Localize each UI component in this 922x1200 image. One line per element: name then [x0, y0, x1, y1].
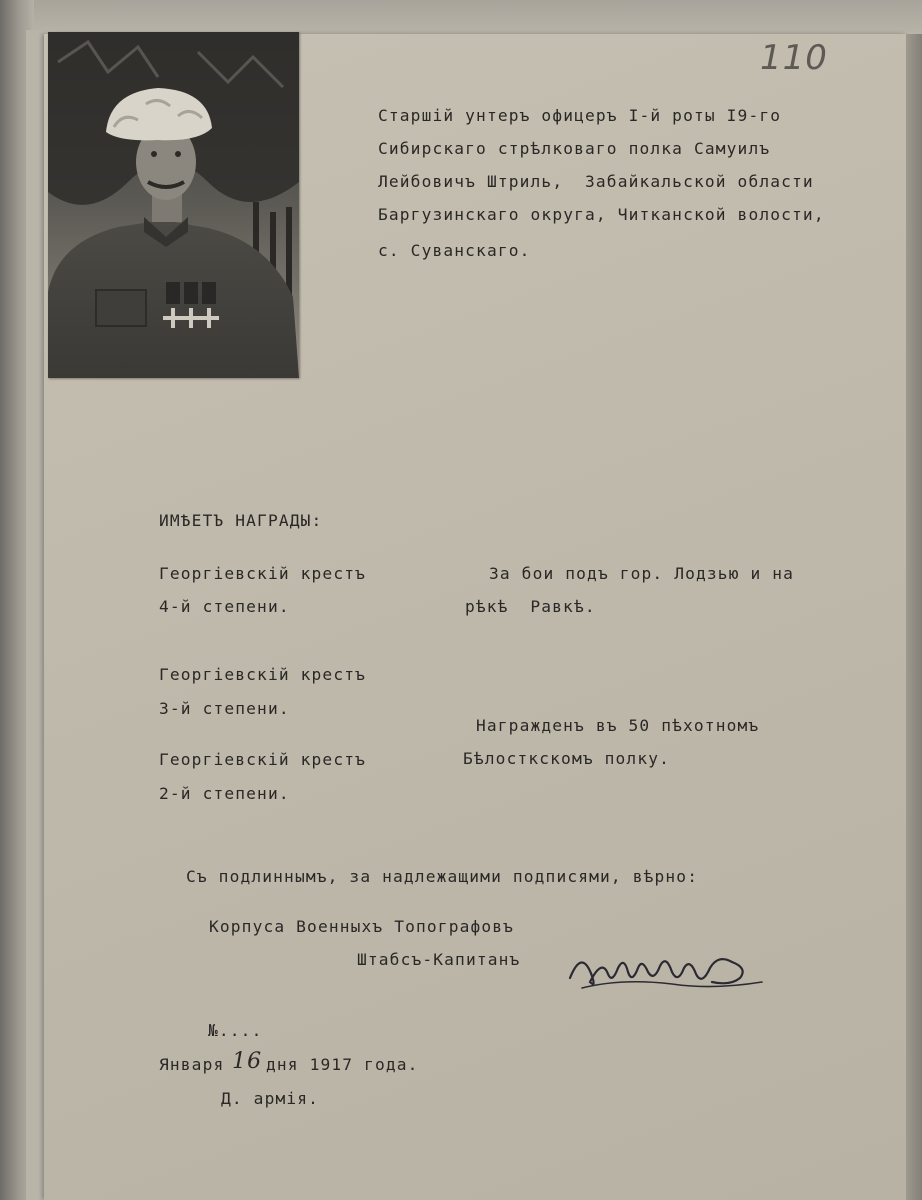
header-line-1: Старшій унтеръ офицеръ I-й роты I9-го	[378, 106, 782, 125]
date-prefix: Января	[159, 1055, 225, 1074]
army-label: Д. армія.	[221, 1089, 320, 1108]
header-line-5: с. Суванскаго.	[378, 241, 531, 260]
certification-rank: Штабсъ-Капитанъ	[357, 950, 521, 969]
certification-corps: Корпуса Военныхъ Топографовъ	[209, 917, 515, 936]
date-suffix: дня 1917 года.	[266, 1055, 419, 1074]
award-1-degree: 4-й степени.	[159, 597, 290, 616]
certification-line: Съ подлиннымъ, за надлежащими подписями, вѣрно:	[186, 867, 699, 886]
award-3-name: Георгіевскій крестъ	[159, 750, 367, 769]
award-3-degree: 2-й степени.	[159, 784, 290, 803]
award-1-name: Георгіевскій крестъ	[159, 564, 367, 583]
header-line-3: Лейбовичъ Штриль, Забайкальской области	[378, 172, 814, 191]
soldier-photo-image	[48, 32, 299, 378]
document-number: №....	[208, 1021, 263, 1040]
award-note-1-line-1: За бои подъ гор. Лодзью и на	[489, 564, 795, 583]
archive-page-number: 110	[760, 38, 828, 78]
soldier-photo	[48, 32, 299, 378]
award-2-name: Георгіевскій крестъ	[159, 665, 367, 684]
awards-heading: ИМѢЕТЪ НАГРАДЫ:	[159, 511, 323, 530]
award-2-degree: 3-й степени.	[159, 699, 290, 718]
award-note-2-line-1: Награжденъ въ 50 пѣхотномъ	[476, 716, 760, 735]
page-right-edge	[906, 34, 922, 1200]
header-line-2: Сибирскаго стрѣлковаго полка Самуилъ	[378, 139, 771, 158]
handwritten-signature	[562, 938, 772, 998]
header-line-4: Баргузинскаго округа, Читканской волости,	[378, 205, 825, 224]
award-note-2-line-2: Бѣлосткскомъ полку.	[463, 749, 671, 768]
date-day: 16	[232, 1049, 263, 1074]
award-note-1-line-2: рѣкѣ Равкѣ.	[465, 597, 596, 616]
